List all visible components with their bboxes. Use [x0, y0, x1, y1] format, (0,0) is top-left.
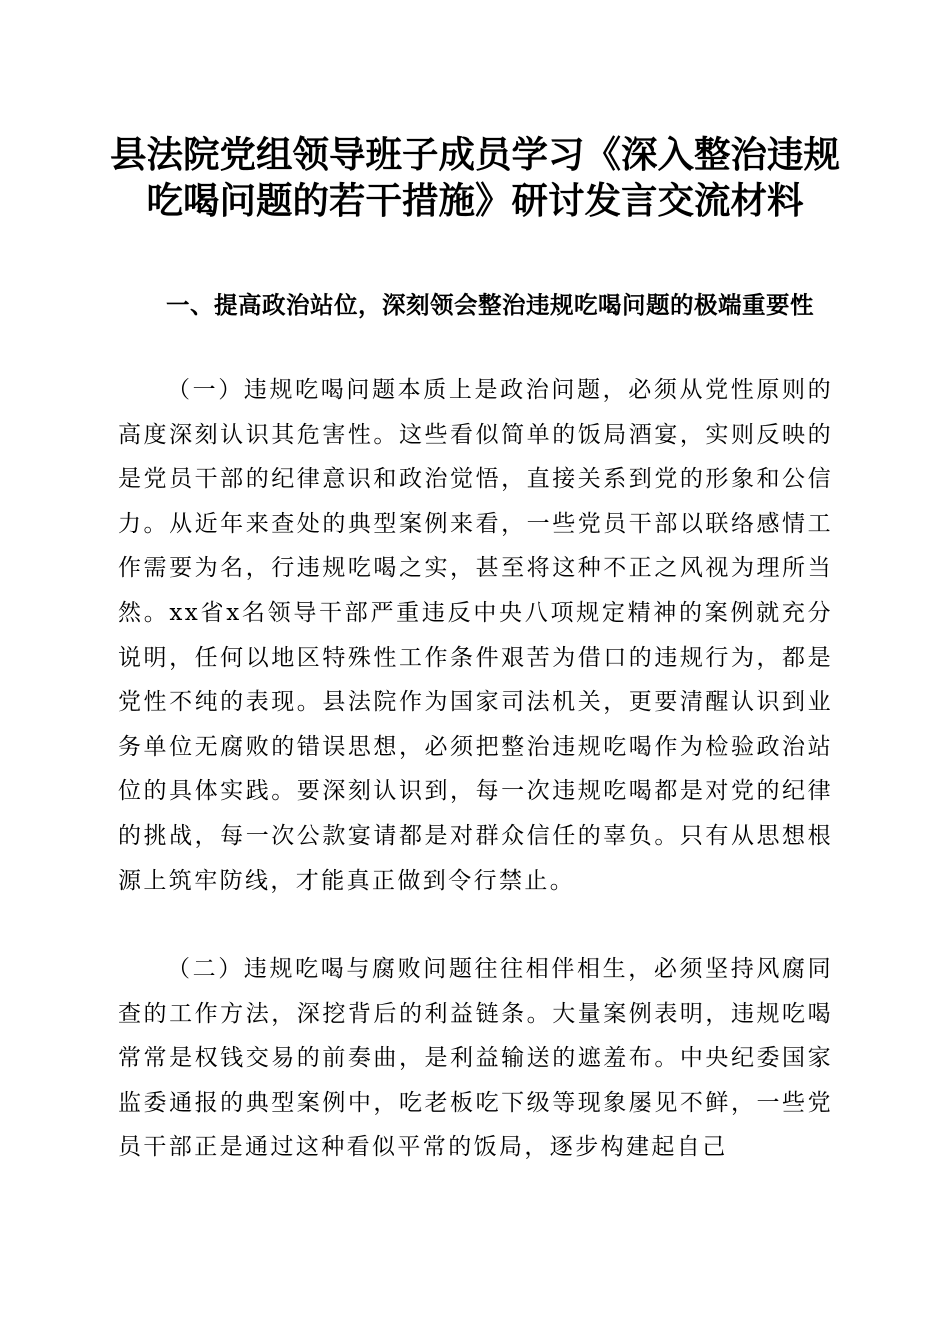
title-line-2: 吃喝问题的若干措施》研讨发言交流材料	[146, 179, 804, 222]
title-line-1: 县法院党组领导班子成员学习《深入整治违规	[110, 133, 840, 176]
body-paragraph-1: （一）违规吃喝问题本质上是政治问题，必须从党性原则的高度深刻认识其危害性。这些看似简单的饭局酒宴，实则反映的是党员干部的纪律意识和政治觉悟，直接关系到党的形象和公信力。从近年来查处的典型案例来看，一些党员干部以联络感情工作需要为名，行违规吃喝之实，甚至将这种不正之风视为理所当然。xx省x名领导干部严重违反中央八项规定精神的案例就充分说明，任何以地区特殊性工作条件艰苦为借口的违规行为，都是党性不纯的表现。县法院作为国家司法机关，更要清醒认识到业务单位无腐败的错误思想，必须把整治违规吃喝作为检验政治站位的具体实践。要深刻认识到，每一次违规吃喝都是对党的纪律的挑战，每一次公款宴请都是对群众信任的辜负。只有从思想根源上筑牢防线，才能真正做到令行禁止。	[118, 377, 833, 894]
document-title	[100, 132, 850, 224]
section-heading-1: 一、提高政治站位，深刻领会整治违规吃喝问题的极端重要性	[166, 291, 814, 319]
body-paragraph-2: （二）违规吃喝与腐败问题往往相伴相生，必须坚持风腐同查的工作方法，深挖背后的利益链条。大量案例表明，违规吃喝常常是权钱交易的前奏曲，是利益输送的遮羞布。中央纪委国家监委通报的典型案例中，吃老板吃下级等现象屡见不鲜，一些党员干部正是通过这种看似平常的饭局，逐步构建起自己	[118, 956, 833, 1161]
